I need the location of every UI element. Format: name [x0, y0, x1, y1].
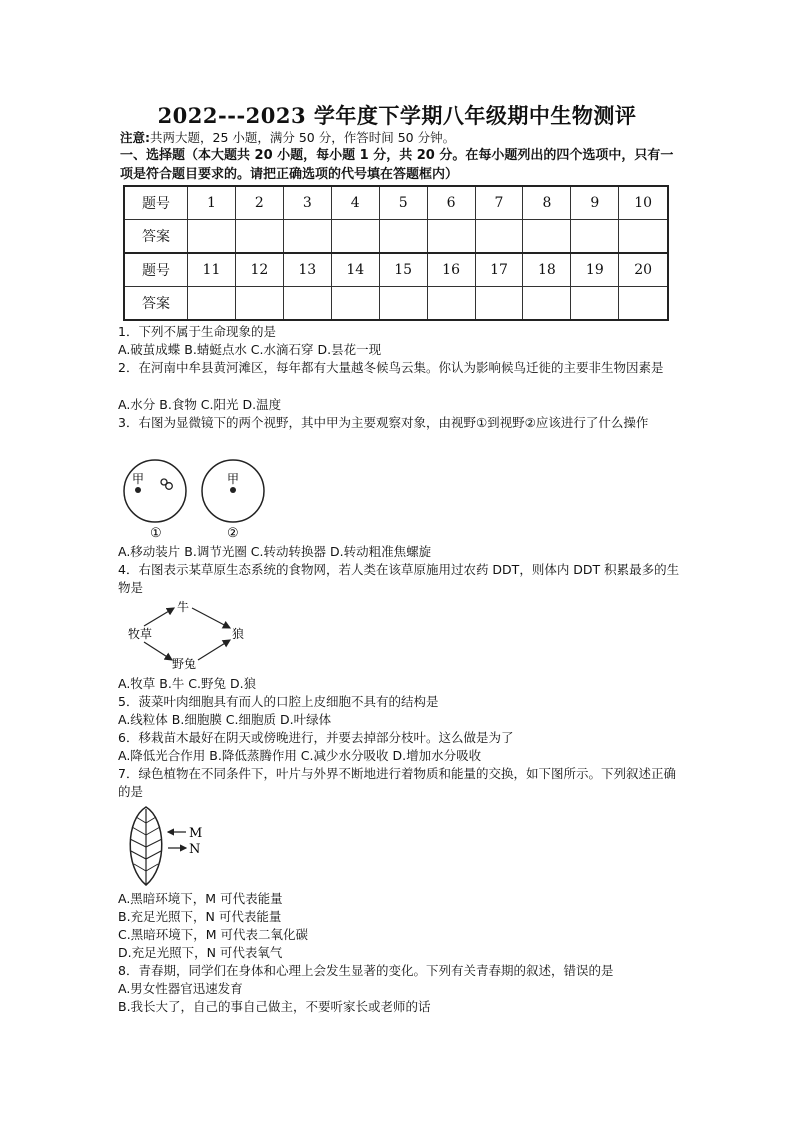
question-number: 8 [523, 186, 571, 220]
note-label: 注意: [120, 130, 150, 145]
answer-header: 答案 [124, 287, 188, 321]
arrow-rabbit-to-wolf [198, 640, 230, 660]
answer-table [123, 185, 669, 321]
question-8-stem: 8．青春期，同学们在身体和心理上会发生显著的变化。下列有关青春期的叙述，错误的是 [118, 963, 614, 978]
arrow-grass-to-rabbit [144, 642, 172, 660]
answer-cell[interactable] [475, 220, 523, 254]
leaf-exchange-figure [122, 805, 222, 887]
question-7-option-d: D.充足光照下，N 可代表氧气 [118, 945, 283, 960]
field-1-target-dot [135, 487, 141, 493]
row-header: 题号 [124, 253, 188, 287]
question-number: 7 [475, 186, 523, 220]
question-number: 20 [619, 253, 668, 287]
question-number: 6 [427, 186, 475, 220]
question-number: 9 [571, 186, 619, 220]
answer-cell[interactable] [475, 287, 523, 321]
answer-cell[interactable] [571, 287, 619, 321]
answer-row-2 [124, 287, 668, 321]
answer-cell[interactable] [331, 287, 379, 321]
answer-cell[interactable] [523, 287, 571, 321]
answer-cell[interactable] [379, 287, 427, 321]
answer-cell[interactable] [571, 220, 619, 254]
question-4-stem: 4．右图表示某草原生态系统的食物网，若人类在该草原施用过农药 DDT，则体内 DDT 积累最多的生物是 [118, 562, 680, 595]
number-row-2 [124, 253, 668, 287]
question-number: 11 [188, 253, 236, 287]
question-7-option-c: C.黑暗环境下，M 可代表二氧化碳 [118, 927, 308, 942]
answer-row-1 [124, 220, 668, 254]
question-3-stem: 3．右图为显微镜下的两个视野，其中甲为主要观察对象，由视野①到视野②应该进行了什么操作 [118, 415, 649, 430]
question-number: 5 [379, 186, 427, 220]
field-1-label-jia: 甲 [132, 472, 145, 486]
field-1-circle [124, 460, 186, 522]
label-m: M [189, 826, 203, 841]
answer-cell[interactable] [427, 220, 475, 254]
answer-cell[interactable] [188, 220, 236, 254]
row-header: 题号 [124, 186, 188, 220]
question-7-option-a: A.黑暗环境下，M 可代表能量 [118, 891, 283, 906]
answer-cell[interactable] [188, 287, 236, 321]
question-5-stem: 5．菠菜叶肉细胞具有而人的口腔上皮细胞不具有的结构是 [118, 694, 439, 709]
question-number: 1 [188, 186, 236, 220]
question-2-stem: 2．在河南中牟县黄河滩区，每年都有大量越冬候鸟云集。你认为影响候鸟迁徙的主要非生物因素是 [118, 360, 664, 375]
number-row-1 [124, 186, 668, 220]
node-cow: 牛 [177, 600, 190, 614]
question-number: 18 [523, 253, 571, 287]
question-number: 15 [379, 253, 427, 287]
question-1-options: A.破茧成蝶 B.蜻蜓点水 C.水滴石穿 D.昙花一现 [118, 342, 382, 357]
answer-header: 答案 [124, 220, 188, 254]
arrow-cow-to-wolf [192, 608, 230, 628]
answer-cell[interactable] [331, 220, 379, 254]
field-1-number: ① [150, 526, 162, 541]
note-text: 共两大题，25 小题，满分 50 分，作答时间 50 分钟。 [150, 130, 456, 145]
question-2-options: A.水分 B.食物 C.阳光 D.温度 [118, 397, 282, 412]
answer-cell[interactable] [427, 287, 475, 321]
question-number: 14 [331, 253, 379, 287]
food-web-figure [122, 598, 262, 674]
node-rabbit: 野兔 [172, 657, 197, 671]
field-1-bubble [166, 483, 173, 490]
question-number: 2 [235, 186, 283, 220]
question-6-stem: 6．移栽苗木最好在阴天或傍晚进行，并要去掉部分枝叶。这么做是为了 [118, 730, 514, 745]
exam-note [120, 128, 455, 146]
question-8-option-b: B.我长大了，自己的事自己做主，不要听家长或老师的话 [118, 999, 431, 1014]
exam-title: 2022---2023 学年度下学期八年级期中生物测评 [157, 103, 637, 128]
question-6-options: A.降低光合作用 B.降低蒸腾作用 C.减少水分吸收 D.增加水分吸收 [118, 748, 482, 763]
node-wolf: 狼 [232, 627, 245, 641]
answer-cell[interactable] [523, 220, 571, 254]
question-8-option-a: A.男女性器官迅速发育 [118, 981, 243, 996]
answer-cell[interactable] [235, 287, 283, 321]
node-grass: 牧草 [128, 627, 153, 641]
question-number: 12 [235, 253, 283, 287]
answer-cell[interactable] [283, 287, 331, 321]
question-number: 4 [331, 186, 379, 220]
answer-cell[interactable] [283, 220, 331, 254]
question-number: 17 [475, 253, 523, 287]
field-2-label-jia: 甲 [227, 472, 240, 486]
arrow-grass-to-cow [144, 608, 174, 626]
question-5-options: A.线粒体 B.细胞膜 C.细胞质 D.叶绿体 [118, 712, 332, 727]
answer-cell[interactable] [235, 220, 283, 254]
question-7-stem: 7．绿色植物在不同条件下，叶片与外界不断地进行着物质和能量的交换，如下图所示。下列叙述正确的是 [118, 766, 676, 799]
field-2-number: ② [227, 526, 239, 541]
question-number: 16 [427, 253, 475, 287]
question-number: 19 [571, 253, 619, 287]
answer-cell[interactable] [619, 220, 668, 254]
microscope-fields-figure [122, 455, 272, 543]
question-number: 3 [283, 186, 331, 220]
answer-cell[interactable] [379, 220, 427, 254]
question-7-option-b: B.充足光照下，N 可代表能量 [118, 909, 282, 924]
label-n: N [189, 842, 201, 857]
question-number: 10 [619, 186, 668, 220]
section-1-heading: 一、选择题（本大题共 20 小题，每小题 1 分，共 20 分。在每小题列出的四个选项中，只有一项是符合题目要求的。请把正确选项的代号填在答题框内） [120, 148, 674, 182]
question-1-stem: 1．下列不属于生命现象的是 [118, 324, 276, 339]
question-4-options: A.牧草 B.牛 C.野兔 D.狼 [118, 676, 257, 691]
answer-cell[interactable] [619, 287, 668, 321]
question-3-options: A.移动装片 B.调节光圈 C.转动转换器 D.转动粗准焦螺旋 [118, 544, 432, 559]
question-number: 13 [283, 253, 331, 287]
field-2-target-dot [230, 487, 236, 493]
